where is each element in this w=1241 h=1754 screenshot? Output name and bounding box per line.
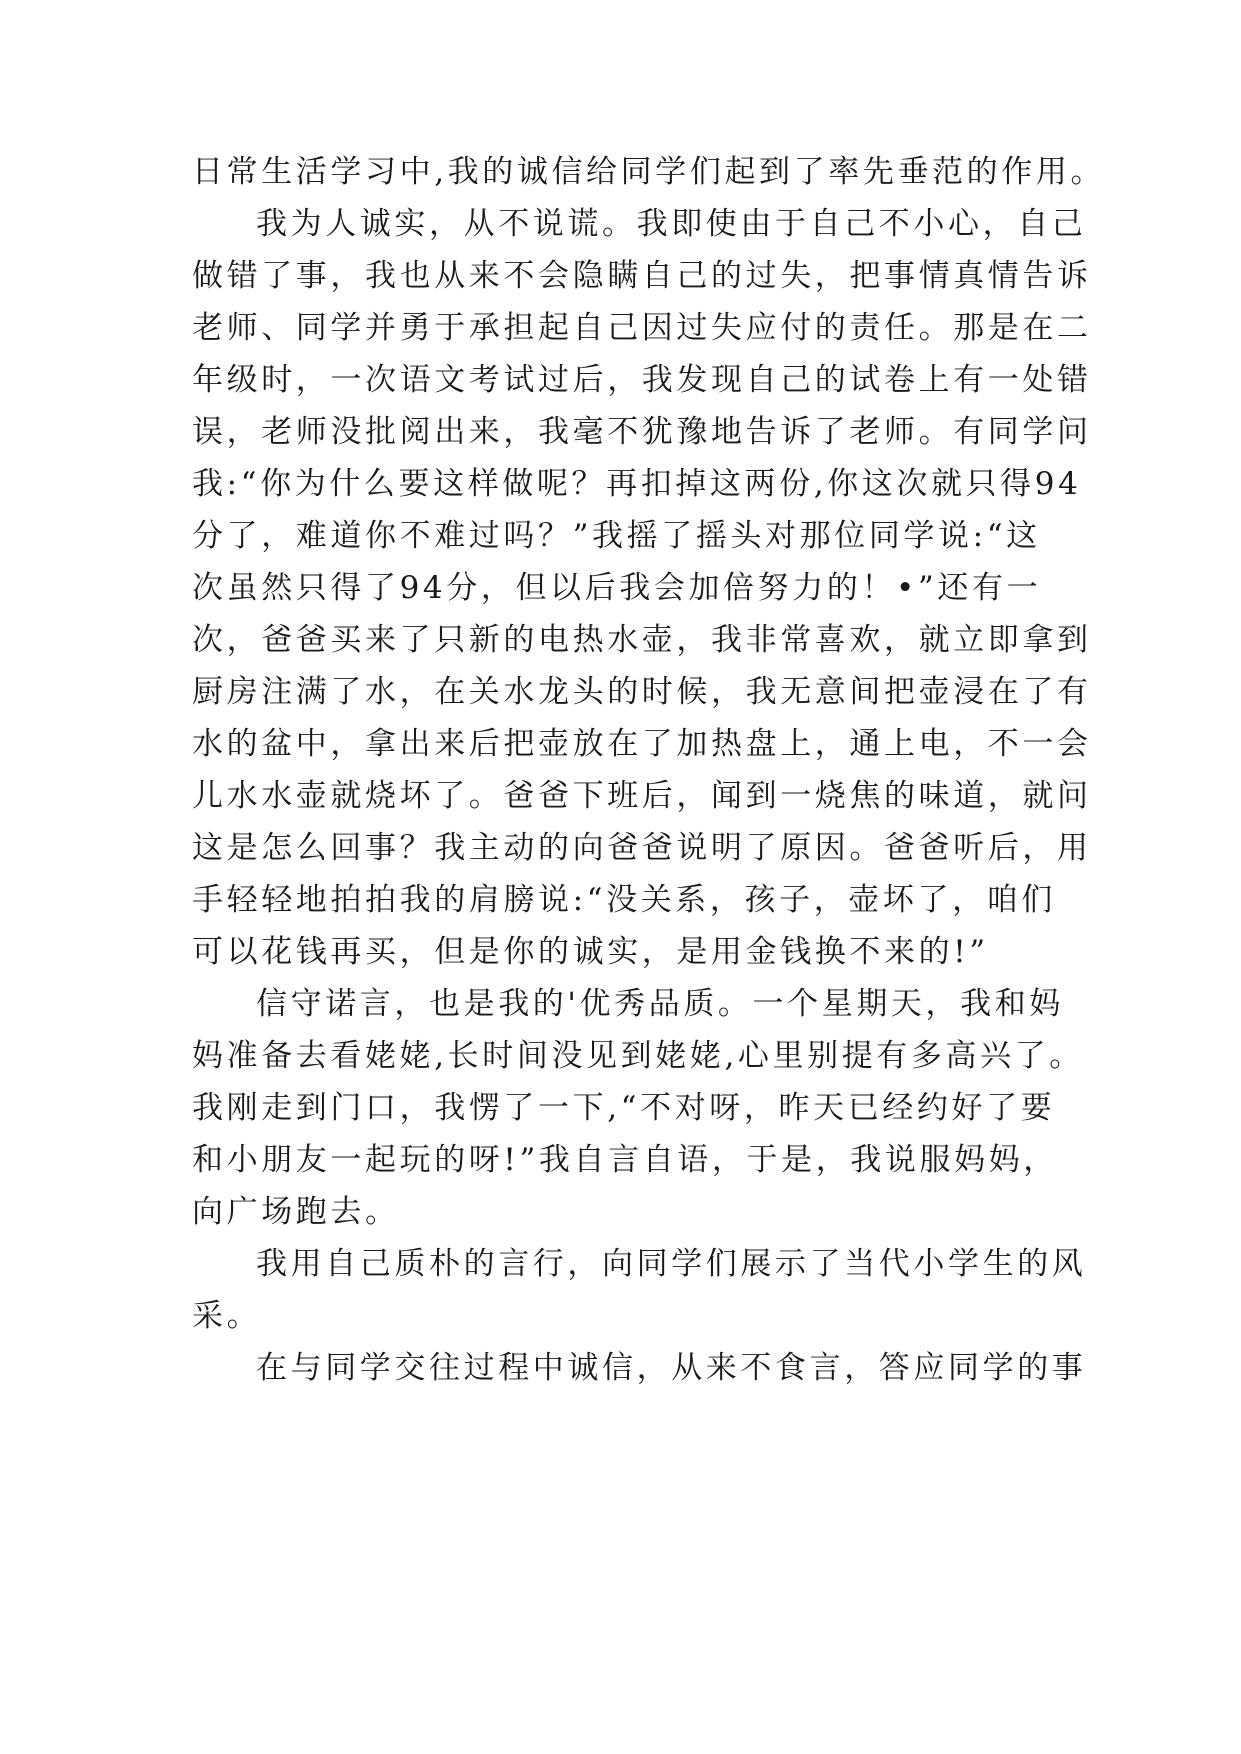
text-line-9: 次虽然只得了94分，但以后我会加倍努力的！•”还有一	[192, 570, 1042, 606]
text-line-8: 分了，难道你不难过吗？”我摇了摇头对那位同学说:“这	[192, 518, 1041, 554]
text-line-16: 可以花钱再买，但是你的诚实，是用金钱换不来的!”	[192, 934, 989, 970]
text-line-11: 厨房注满了水，在关水龙头的时候，我无意间把壶浸在了有	[192, 674, 1092, 710]
text-line-2: 我为人诚实，从不说谎。我即使由于自己不小心，自己	[256, 206, 1087, 242]
text-line-18: 妈准备去看姥姥,长时间没见到姥姥,心里别提有多高兴了。	[192, 1038, 1084, 1074]
text-line-24: 在与同学交往过程中诚信，从来不食言，答应同学的事	[256, 1350, 1087, 1386]
text-line-14: 这是怎么回事？我主动的向爸爸说明了原因。爸爸听后，用	[192, 830, 1092, 866]
text-line-19: 我刚走到门口，我愣了一下,“不对呀，昨天已经约好了要	[192, 1090, 1056, 1126]
text-line-12: 水的盆中，拿出来后把壶放在了加热盘上，通上电，不一会	[192, 726, 1092, 762]
text-line-5: 年级时，一次语文考试过后，我发现自己的试卷上有一处错	[192, 362, 1092, 398]
text-line-20: 和小朋友一起玩的呀!”我自言自语，于是，我说服妈妈，	[192, 1142, 1058, 1178]
text-line-10: 次，爸爸买来了只新的电热水壶，我非常喜欢，就立即拿到	[192, 622, 1092, 658]
text-line-17: 信守诺言，也是我的'优秀品质。一个星期天，我和妈	[256, 986, 1064, 1022]
text-line-22: 我用自己质朴的言行，向同学们展示了当代小学生的风	[256, 1246, 1087, 1282]
text-line-4: 老师、同学并勇于承担起自己因过失应付的责任。那是在二	[192, 310, 1092, 346]
text-line-7: 我:“你为什么要这样做呢？再扣掉这两份,你这次就只得94	[192, 466, 1082, 502]
text-line-23: 采。	[192, 1298, 262, 1334]
text-line-6: 误，老师没批阅出来，我毫不犹豫地告诉了老师。有同学问	[192, 414, 1092, 450]
text-line-13: 儿水水壶就烧坏了。爸爸下班后，闻到一烧焦的味道，就问	[192, 778, 1092, 814]
text-line-1: 日常生活学习中,我的诚信给同学们起到了率先垂范的作用。	[192, 154, 1106, 190]
text-line-21: 向广场跑去。	[192, 1194, 400, 1230]
text-line-3: 做错了事，我也从来不会隐瞒自己的过失，把事情真情告诉	[192, 258, 1092, 294]
text-line-15: 手轻轻地拍拍我的肩膀说:“没关系，孩子，壶坏了，咱们	[192, 882, 1056, 918]
